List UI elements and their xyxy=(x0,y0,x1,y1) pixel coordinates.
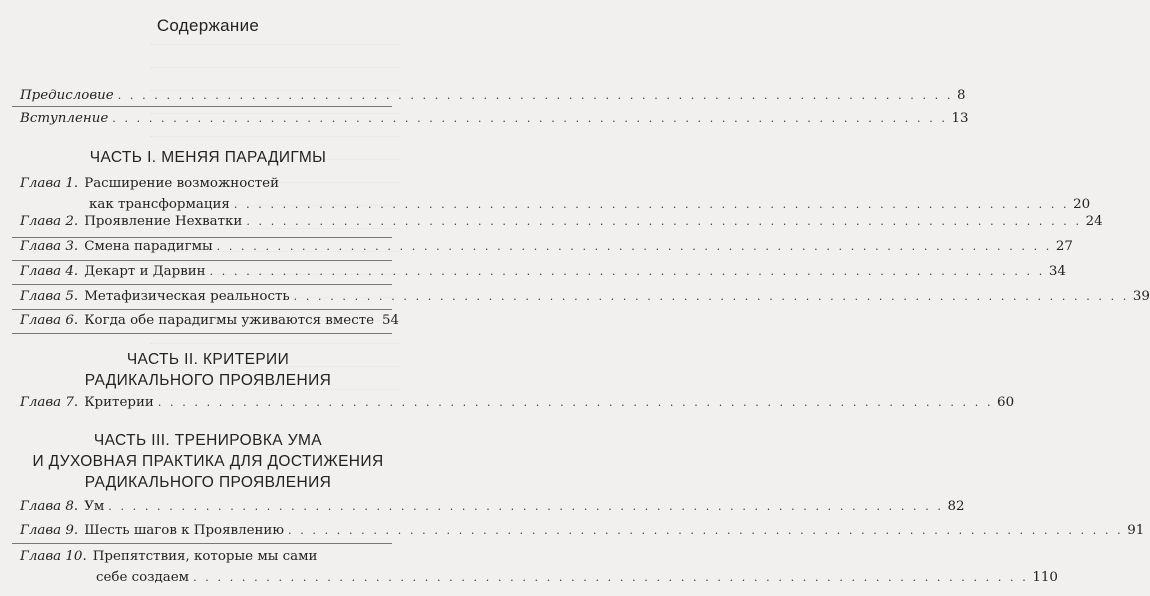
dot-leader xyxy=(288,520,1123,541)
chapter-title-line: Когда обе парадигмы уживаются вместе xyxy=(84,313,375,328)
entry-divider xyxy=(12,543,392,544)
chapter-title-line: как трансформация xyxy=(89,197,230,212)
chapter-label: Глава 8. xyxy=(20,499,79,514)
chapter-label: Глава 9. xyxy=(20,523,79,538)
chapter-label: Глава 5. xyxy=(20,289,79,304)
part-heading-line: И ДУХОВНАЯ ПРАКТИКА ДЛЯ ДОСТИЖЕНИЯ xyxy=(32,453,384,470)
chapter-label: Глава 3. xyxy=(20,239,79,254)
part-heading-line: ЧАСТЬ II. КРИТЕРИИ xyxy=(126,351,290,368)
chapter-label: Глава 1. xyxy=(20,176,79,191)
chapter-label: Глава 7. xyxy=(20,395,79,410)
page-number: 27 xyxy=(1055,239,1073,254)
chapter-title-line: Метафизическая реальность xyxy=(84,289,290,304)
entry-divider xyxy=(12,284,392,285)
page-number: 54 xyxy=(382,313,400,328)
part-heading-2 xyxy=(0,349,416,391)
toc-entry-chapter-4 xyxy=(20,261,1066,282)
page-number: 8 xyxy=(956,88,966,103)
dot-leader xyxy=(158,392,993,413)
page-number: 34 xyxy=(1048,264,1066,279)
entry-divider xyxy=(12,333,392,334)
chapter-label: Глава 2. xyxy=(20,214,79,229)
page-number: 110 xyxy=(1032,570,1058,585)
entry-title: Предисловие xyxy=(20,88,114,103)
chapter-title-line: Критерии xyxy=(84,395,154,410)
part-heading-3 xyxy=(0,430,416,493)
chapter-title-line: себе создаем xyxy=(96,570,190,585)
page-number: 20 xyxy=(1073,197,1091,212)
dot-leader xyxy=(217,236,1052,257)
dot-leader xyxy=(246,211,1081,232)
toc-entry-chapter-6 xyxy=(20,310,400,331)
chapter-title-line: Смена парадигмы xyxy=(84,239,213,254)
entry-title: Вступление xyxy=(20,111,109,126)
dot-leader xyxy=(118,85,953,106)
page-number: 91 xyxy=(1127,523,1145,538)
page-number: 60 xyxy=(997,395,1015,410)
page-number: 13 xyxy=(951,111,969,126)
page-number: 39 xyxy=(1132,289,1150,304)
dot-leader xyxy=(294,286,1129,307)
toc-entry-chapter-3 xyxy=(20,236,1073,257)
entry-divider xyxy=(12,106,392,107)
part-heading-1 xyxy=(0,147,416,168)
toc-entry-chapter-5 xyxy=(20,286,1150,307)
chapter-title-line: Проявление Нехватки xyxy=(84,214,243,229)
chapter-label: Глава 6. xyxy=(20,313,79,328)
dot-leader xyxy=(210,261,1045,282)
part-heading-line: РАДИКАЛЬНОГО ПРОЯВЛЕНИЯ xyxy=(84,474,332,491)
chapter-title-line: Расширение возможностей xyxy=(84,176,280,191)
chapter-title-line: Препятствия, которые мы сами xyxy=(92,549,318,564)
toc-entry-chapter-8 xyxy=(20,496,965,517)
chapter-label: Глава 4. xyxy=(20,264,79,279)
chapter-title-line: Декарт и Дарвин xyxy=(84,264,206,279)
toc-entry-chapter-2 xyxy=(20,211,1103,232)
toc-entry-intro xyxy=(20,108,969,129)
toc-entry-chapter-10 xyxy=(20,546,1058,588)
toc-entry-chapter-9 xyxy=(20,520,1145,541)
toc-entry-chapter-1 xyxy=(20,173,1091,215)
toc-entry-preface xyxy=(20,85,966,106)
dot-leader xyxy=(193,567,1028,588)
dot-leader xyxy=(112,108,947,129)
chapter-title-line: Шесть шагов к Проявлению xyxy=(84,523,285,538)
part-heading-line: ЧАСТЬ III. ТРЕНИРОВКА УМА xyxy=(93,432,323,449)
part-heading-line: ЧАСТЬ I. МЕНЯЯ ПАРАДИГМЫ xyxy=(89,149,327,166)
chapter-label: Глава 10. xyxy=(20,549,87,564)
part-heading-line: РАДИКАЛЬНОГО ПРОЯВЛЕНИЯ xyxy=(84,372,332,389)
toc-entry-chapter-7 xyxy=(20,392,1015,413)
chapter-title-line: Ум xyxy=(84,499,105,514)
dot-leader xyxy=(108,496,943,517)
page-number: 82 xyxy=(947,499,965,514)
page-number: 24 xyxy=(1085,214,1103,229)
page-title: Содержание xyxy=(156,16,260,35)
